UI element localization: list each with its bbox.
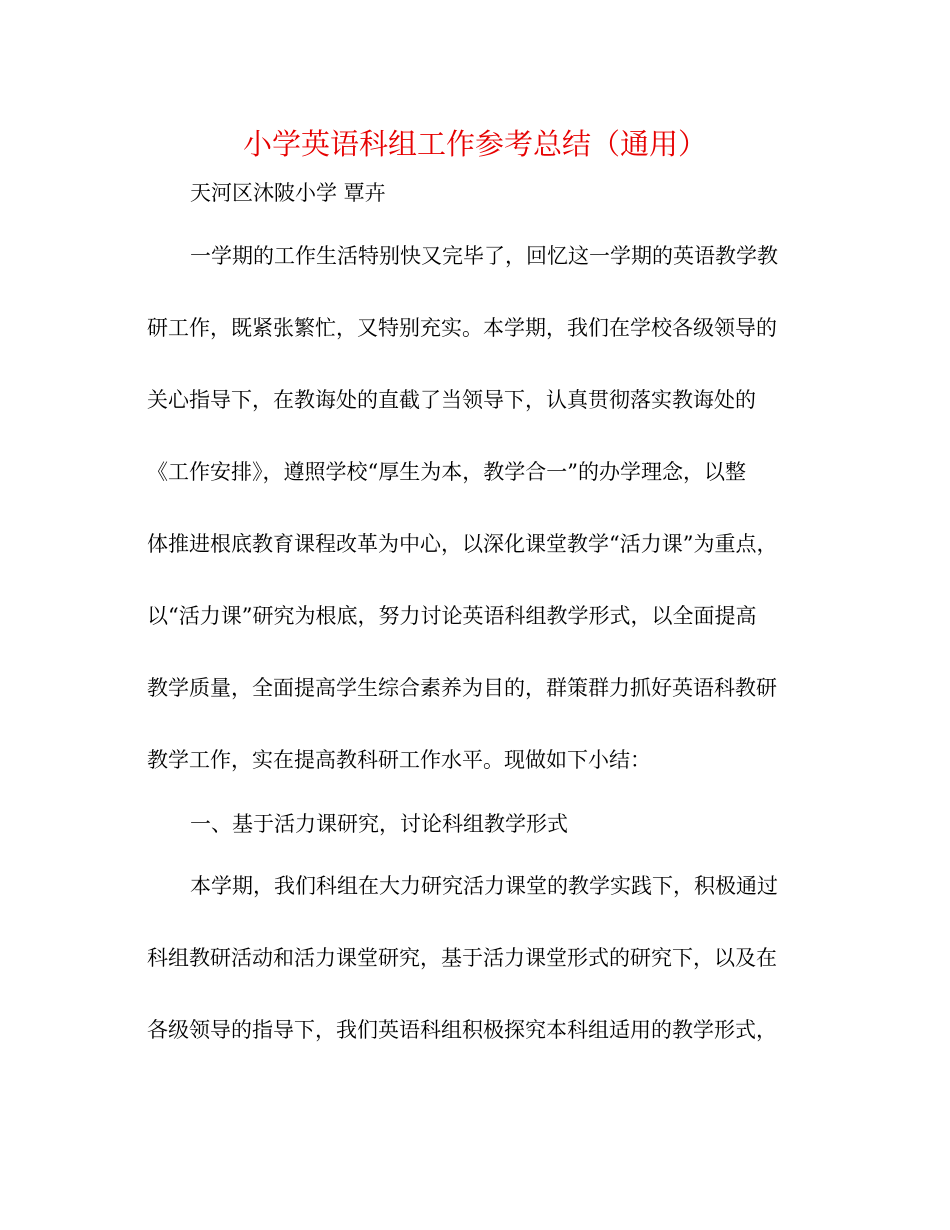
paragraph-line: 研工作，既紧张繁忙，又特别充实。本学期，我们在学校各级领导的 bbox=[147, 316, 777, 340]
section-heading: 一、基于活力课研究，讨论科组教学形式 bbox=[190, 812, 568, 836]
paragraph-line: 以“活力课”研究为根底，努力讨论英语科组教学形式，以全面提高 bbox=[147, 604, 757, 628]
paragraph-line: 本学期，我们科组在大力研究活力课堂的教学实践下，积极通过 bbox=[190, 874, 778, 898]
author-line: 天河区沐陂小学 覃卉 bbox=[190, 181, 386, 205]
paragraph-line: 各级领导的指导下，我们英语科组积极探究本科组适用的教学形式， bbox=[147, 1018, 777, 1042]
paragraph-line: 教学工作，实在提高教科研工作水平。现做如下小结： bbox=[147, 748, 651, 772]
paragraph-line: 科组教研活动和活力课堂研究，基于活力课堂形式的研究下，以及在 bbox=[147, 946, 777, 970]
paragraph-line: 《工作安排》，遵照学校“厚生为本，教学合一”的办学理念，以整 bbox=[147, 460, 746, 484]
document-title: 小学英语科组工作参考总结（通用） bbox=[242, 127, 707, 161]
paragraph-line: 教学质量，全面提高学生综合素养为目的，群策群力抓好英语科教研 bbox=[147, 676, 777, 700]
paragraph-line: 关心指导下，在教诲处的直截了当领导下，认真贯彻落实教诲处的 bbox=[147, 388, 756, 412]
paragraph-line: 体推进根底教育课程改革为中心，以深化课堂教学“活力课”为重点， bbox=[147, 532, 778, 556]
paragraph-line: 一学期的工作生活特别快又完毕了，回忆这一学期的英语教学教 bbox=[190, 244, 778, 268]
